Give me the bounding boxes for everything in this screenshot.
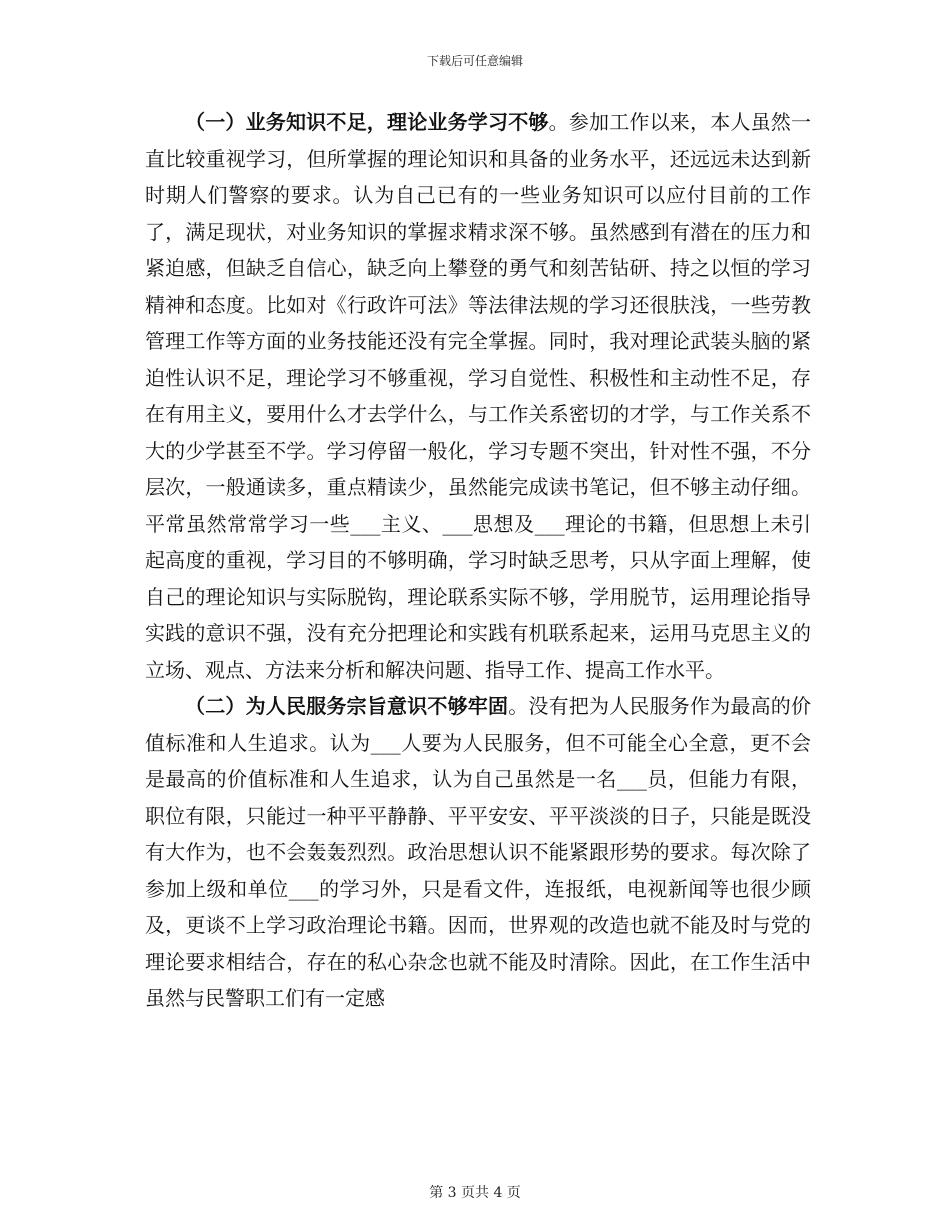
- paragraph-2-body: 。没有把为人民服务作为最高的价值标准和人生追求。认为___人要为人民服务，但不可能全心全意，更不会是最高的价值标准和人生追求，认为自己虽然是一名___员，但能力有限，职位有限，只能过一种平平静静、平平安安、平平淡淡的日子，只能是既没有大作为，也不会轰轰烈烈。政治思想认识不能紧跟形势的要求。每次除了参加上级和单位___的学习外，只是看文件，连报纸，电视新闻等也很少顾及，更谈不上学习政治理论书籍。因而，世界观的改造也就不能及时与党的理论要求相结合，存在的私心杂念也就不能及时清除。因此，在工作生活中虽然与民警职工们有一定感: [145, 694, 812, 1010]
- paragraph-1-heading: （一）业务知识不足，理论业务学习不够: [185, 110, 549, 134]
- paragraph-1: [145, 104, 811, 688]
- page-number: 第 3 页共 4 页: [429, 1185, 521, 1201]
- page-header-note: 下载后可任意编辑: [426, 54, 523, 68]
- paragraph-1-body: 。参加工作以来，本人虽然一直比较重视学习，但所掌握的理论知识和具备的业务水平，还远远未达到新时期人们警察的要求。认为自己已有的一些业务知识可以应付目前的工作了，满足现状，对业务知识的掌握求精求深不够。虽然感到有潜在的压力和紧迫感，但缺乏自信心，缺乏向上攀登的勇气和刻苦钻研、持之以恒的学习精神和态度。比如对《行政许可法》等法律法规的学习还很肤浅，一些劳教管理工作等方面的业务技能还没有完全掌握。同时，我对理论武装头脑的紧迫性认识不足，理论学习不够重视，学习自觉性、积极性和主动性不足，存在有用主义，要用什么才去学什么，与工作关系密切的才学，与工作关系不大的少学甚至不学。学习停留一般化，学习专题不突出，针对性不强，不分层次，一般通读多，重点精读少，虽然能完成读书笔记，但不够主动仔细。平常虽然常常学习一些___主义、___思想及___理论的书籍，但思想上未引起高度的重视，学习目的不够明确，学习时缺乏思考，只从字面上理解，使自己的理论知识与实际脱钩，理论联系实际不够，学用脱节，运用理论指导实践的意识不强，没有充分把理论和实践有机联系起来，运用马克思主义的立场、观点、方法来分析和解决问题、指导工作、提高工作水平。: [145, 110, 812, 682]
- paragraph-2: [145, 688, 811, 1017]
- paragraph-2-heading: （二）为人民服务宗旨意识不够牢固: [185, 694, 509, 718]
- document-body: [145, 104, 811, 1017]
